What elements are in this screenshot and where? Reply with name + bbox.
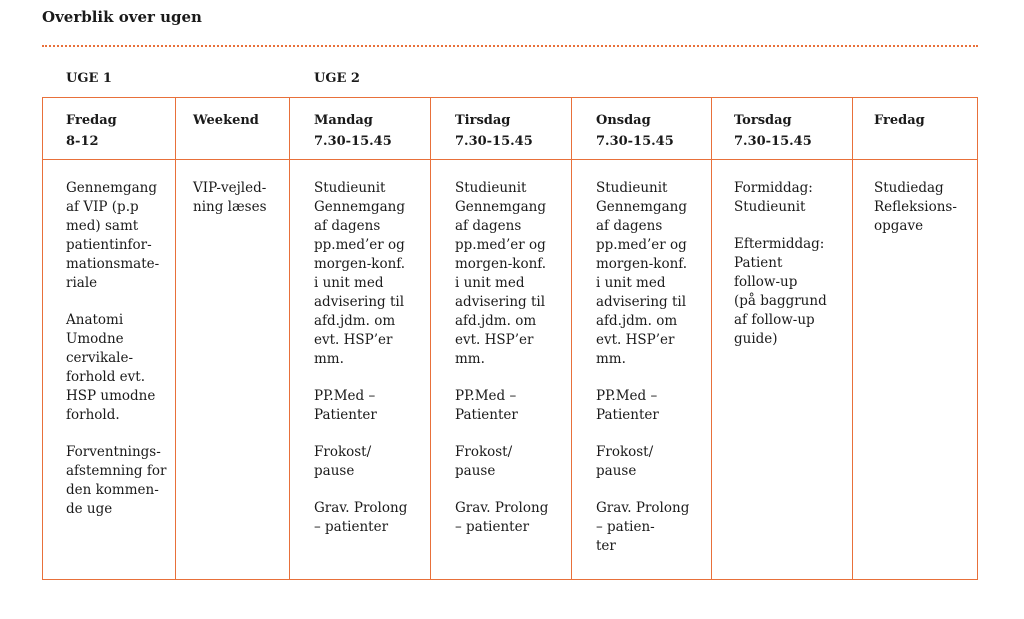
activity-line: afd.jdm. om [455,313,537,329]
day-content [572,160,711,574]
activity-line: pause [596,463,637,479]
activity-paragraph [874,179,971,236]
activity-line: advisering til [455,294,546,310]
day-hours: 7.30-15.45 [314,134,392,149]
activity-paragraph [193,179,283,217]
day-name: Mandag [314,113,373,128]
day-content [290,160,430,555]
activity-line: Studieunit [734,199,806,215]
activity-line: morgen-konf. [314,256,406,272]
activity-line: Patienter [314,407,377,423]
activity-paragraph [314,179,424,369]
activity-paragraph [455,387,565,425]
day-header [712,98,852,160]
activity-line: ning læses [193,199,267,215]
activity-line: evt. HSP’er [596,332,675,348]
activity-line: Studiedag [874,180,944,196]
activity-line: cervikale- [66,350,134,366]
activity-line: i unit med [455,275,525,291]
weekly-schedule-table [42,97,978,580]
activity-line: Grav. Prolong [596,500,690,516]
activity-line: afd.jdm. om [314,313,396,329]
activity-line: Gennemgang [455,199,546,215]
activity-line: Gennemgang [314,199,405,215]
activity-line: Frokost/ [455,444,513,460]
activity-line: opgave [874,218,924,234]
activity-paragraph [596,179,705,369]
activity-line: mm. [596,351,626,367]
activity-line: VIP-vejled- [193,180,267,196]
activity-paragraph [596,387,705,425]
activity-line: pp.med’er og [596,237,687,253]
day-name: Fredag [66,113,117,128]
activity-line: PP.Med – [596,388,658,404]
activity-line: forhold evt. [66,369,145,385]
dotted-divider [42,45,978,47]
activity-paragraph [455,179,565,369]
activity-line: PP.Med – [314,388,376,404]
activity-line: follow-up [734,274,798,290]
activity-line: Grav. Prolong [314,500,408,516]
activity-line: med) samt [66,218,139,234]
activity-paragraph [66,179,169,293]
day-name: Onsdag [596,113,651,128]
activity-paragraph [314,387,424,425]
activity-line: pause [455,463,496,479]
activity-paragraph [314,443,424,481]
activity-line: mm. [314,351,344,367]
activity-line: evt. HSP’er [314,332,393,348]
activity-paragraph [734,179,846,217]
activity-line: Refleksions- [874,199,957,215]
activity-paragraph [66,443,169,519]
activity-line: advisering til [314,294,405,310]
activity-paragraph [455,499,565,537]
activity-line: ter [596,538,616,554]
day-column [289,98,430,579]
activity-line: af VIP (p.p [66,199,139,215]
activity-line: den kommen- [66,482,159,498]
activity-line: Eftermiddag: [734,236,825,252]
activity-paragraph [66,311,169,425]
day-content [431,160,571,555]
activity-line: Patient [734,255,783,271]
activity-paragraph [734,235,846,349]
day-hours: 7.30-15.45 [596,134,674,149]
activity-line: de uge [66,501,113,517]
activity-line: pp.med’er og [314,237,405,253]
day-column [175,98,289,579]
activity-line: pp.med’er og [455,237,546,253]
activity-line: afd.jdm. om [596,313,678,329]
activity-line: patientinfor- [66,237,152,253]
activity-line: i unit med [314,275,384,291]
activity-line: pause [314,463,355,479]
activity-line: Frokost/ [596,444,654,460]
activity-line: forhold. [66,407,120,423]
day-hours: 7.30-15.45 [455,134,533,149]
day-header [853,98,977,160]
activity-line: Formiddag: [734,180,813,196]
week-label-1: UGE 1 [66,71,112,86]
activity-line: Gennemgang [596,199,687,215]
activity-line: Studieunit [314,180,386,196]
day-hours: 7.30-15.45 [734,134,812,149]
day-header [176,98,289,160]
activity-line: Gennemgang [66,180,157,196]
day-content [43,160,175,537]
day-hours: 8-12 [66,134,99,149]
activity-line: HSP umodne [66,388,156,404]
day-column [43,98,175,579]
activity-line: af dagens [596,218,663,234]
activity-line: af follow-up [734,312,815,328]
activity-line: – patienter [314,519,389,535]
activity-paragraph [455,443,565,481]
activity-line: morgen-konf. [455,256,547,272]
day-header [572,98,711,160]
day-header [431,98,571,160]
week-label-2: UGE 2 [314,71,360,86]
activity-line: af dagens [314,218,381,234]
activity-line: Umodne [66,331,124,347]
day-name: Tirsdag [455,113,511,128]
activity-line: afstemning for [66,463,167,479]
day-column [711,98,852,579]
activity-line: Anatomi [66,312,124,328]
activity-line: Grav. Prolong [455,500,549,516]
day-content [176,160,289,235]
page-title: Overblik over ugen [42,8,202,26]
activity-paragraph [596,443,705,481]
day-name: Weekend [193,113,259,128]
day-column [571,98,711,579]
day-header [43,98,175,160]
activity-paragraph [596,499,705,556]
activity-line: riale [66,275,98,291]
day-content [853,160,977,254]
activity-line: i unit med [596,275,666,291]
activity-line: Studieunit [455,180,527,196]
day-name: Fredag [874,113,925,128]
day-content [712,160,852,367]
day-column [430,98,571,579]
activity-line: af dagens [455,218,522,234]
day-column [852,98,977,579]
activity-paragraph [314,499,424,537]
activity-line: guide) [734,331,778,347]
activity-line: Studieunit [596,180,668,196]
activity-line: Patienter [455,407,518,423]
activity-line: (på baggrund [734,293,827,309]
activity-line: mm. [455,351,485,367]
activity-line: PP.Med – [455,388,517,404]
activity-line: Patienter [596,407,659,423]
day-header [290,98,430,160]
activity-line: – patien- [596,519,655,535]
activity-line: – patienter [455,519,530,535]
activity-line: mationsmate- [66,256,160,272]
activity-line: Frokost/ [314,444,372,460]
day-name: Torsdag [734,113,792,128]
activity-line: Forventnings- [66,444,161,460]
activity-line: morgen-konf. [596,256,688,272]
activity-line: advisering til [596,294,687,310]
activity-line: evt. HSP’er [455,332,534,348]
